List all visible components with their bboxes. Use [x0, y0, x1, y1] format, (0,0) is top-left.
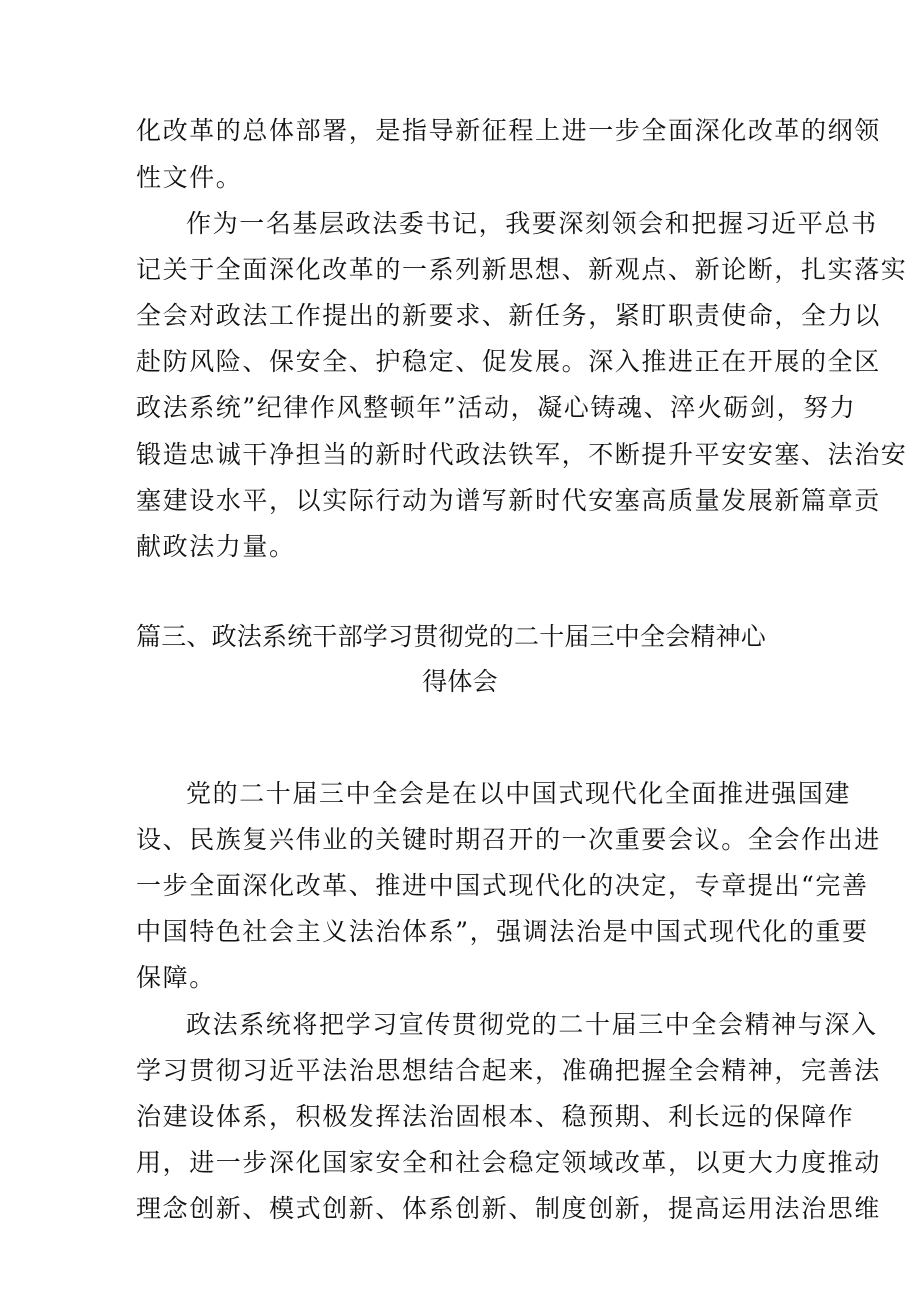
text-line: 化改革的总体部署，是指导新征程上进一步全面深化改革的纲领 [136, 116, 881, 145]
text-line: 政法系统将把学习宣传贯彻党的二十届三中全会精神与深入 [186, 1010, 878, 1039]
text-line: 保障。 [136, 963, 216, 992]
text-line: 作为一名基层政法委书记，我要深刻领会和把握习近平总书 [186, 209, 878, 238]
text-line: 全会对政法工作提出的新要求、新任务，紧盯职责使命，全力以 [136, 301, 881, 330]
text-line: 记关于全面深化改革的一系列新思想、新观点、新论断，扎实落实 [136, 255, 908, 284]
text-line: 党的二十届三中全会是在以中国式现代化全面推进强国建 [186, 779, 852, 808]
text-line: 锻造忠诚干净担当的新时代政法铁军，不断提升平安安塞、法治安 [136, 440, 908, 469]
text-line: 一步全面深化改革、推进中国式现代化的决定，专章提出“完善 [136, 871, 869, 900]
heading-line: 篇三、政法系统干部学习贯彻党的二十届三中全会精神心 [136, 622, 767, 651]
text-line: 赴防风险、保安全、护稳定、促发展。深入推进正在开展的全区 [136, 347, 881, 376]
text-line: 政法系统”纪律作风整顿年”活动，凝心铸魂、淬火砺剑，努力 [136, 393, 857, 422]
text-line: 学习贯彻习近平法治思想结合起来，准确把握全会精神，完善法 [136, 1056, 881, 1085]
text-line: 治建设体系，积极发挥法治固根本、稳预期、利长远的保障作 [136, 1102, 855, 1131]
heading-line: 得体会 [422, 667, 498, 696]
text-line: 中国特色社会主义法治体系”，强调法治是中国式现代化的重要 [136, 917, 869, 946]
text-line: 设、民族复兴伟业的关键时期召开的一次重要会议。全会作出进 [136, 825, 881, 854]
text-line: 献政法力量。 [136, 532, 296, 561]
text-line: 理念创新、模式创新、体系创新、制度创新，提高运用法治思维 [136, 1194, 881, 1223]
text-line: 用，进一步深化国家安全和社会稳定领域改革，以更大力度推动 [136, 1148, 881, 1177]
text-line: 塞建设水平，以实际行动为谱写新时代安塞高质量发展新篇章贡 [136, 486, 881, 515]
text-line: 性文件。 [136, 163, 243, 192]
